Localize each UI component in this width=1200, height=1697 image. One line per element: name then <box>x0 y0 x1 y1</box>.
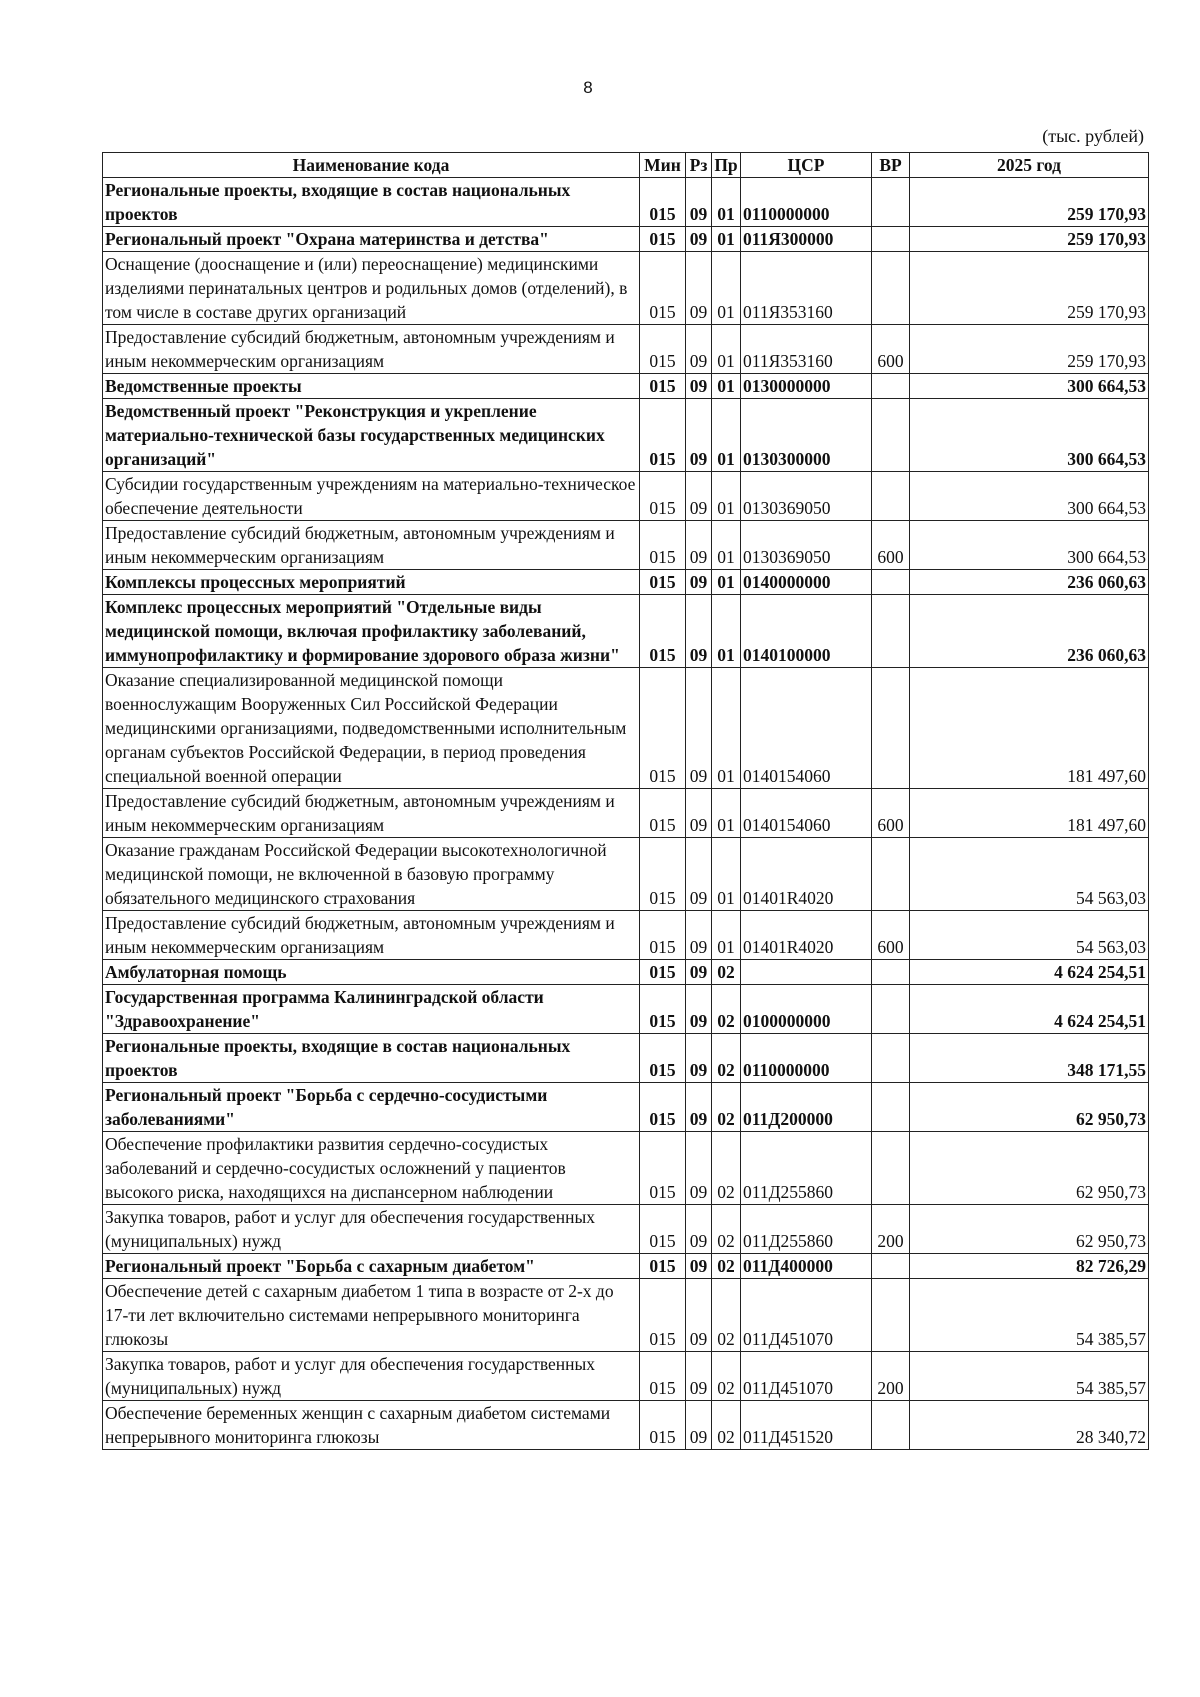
cell-csr: 011Я300000 <box>741 227 872 252</box>
cell-csr: 0130369050 <box>741 521 872 570</box>
cell-pr: 01 <box>712 374 741 399</box>
cell-name: Оказание гражданам Российской Федерации высокотехнологичной медицинской помощи, не включенной в базовую программу обязательного медицинского страхования <box>103 838 640 911</box>
cell-pr: 01 <box>712 252 741 325</box>
cell-vr <box>872 399 910 472</box>
cell-name: Комплекс процессных мероприятий "Отдельные виды медицинской помощи, включая профилактику заболеваний, иммунопрофилактику и формирование здорового образа жизни" <box>103 595 640 668</box>
cell-name: Предоставление субсидий бюджетным, автономным учреждениям и иным некоммерческим организациям <box>103 911 640 960</box>
cell-pr: 01 <box>712 178 741 227</box>
cell-pr: 02 <box>712 985 741 1034</box>
cell-pr: 02 <box>712 1352 741 1401</box>
cell-rz: 09 <box>686 838 712 911</box>
cell-min: 015 <box>640 838 686 911</box>
cell-csr: 01401R4020 <box>741 838 872 911</box>
cell-amount: 259 170,93 <box>910 325 1149 374</box>
table-row <box>103 668 1149 789</box>
cell-vr: 200 <box>872 1205 910 1254</box>
cell-min: 015 <box>640 1352 686 1401</box>
cell-csr: 0130000000 <box>741 374 872 399</box>
cell-vr: 600 <box>872 789 910 838</box>
cell-amount: 181 497,60 <box>910 789 1149 838</box>
cell-rz: 09 <box>686 1132 712 1205</box>
table-row <box>103 595 1149 668</box>
cell-min: 015 <box>640 1205 686 1254</box>
cell-min: 015 <box>640 1132 686 1205</box>
cell-pr: 02 <box>712 1034 741 1083</box>
cell-name: Оснащение (дооснащение и (или) переоснащение) медицинскими изделиями перинатальных центров и родильных домов (отделений), в том числе в составе других организаций <box>103 252 640 325</box>
cell-vr <box>872 570 910 595</box>
table-row <box>103 985 1149 1034</box>
cell-name: Предоставление субсидий бюджетным, автономным учреждениям и иным некоммерческим организациям <box>103 789 640 838</box>
cell-vr <box>872 595 910 668</box>
cell-csr: 011Я353160 <box>741 252 872 325</box>
cell-min: 015 <box>640 374 686 399</box>
cell-name: Обеспечение беременных женщин с сахарным диабетом системами непрерывного мониторинга глюкозы <box>103 1401 640 1450</box>
header-name: Наименование кода <box>103 153 640 178</box>
cell-csr: 011Д255860 <box>741 1132 872 1205</box>
cell-vr <box>872 252 910 325</box>
cell-pr: 02 <box>712 1254 741 1279</box>
cell-csr: 0140000000 <box>741 570 872 595</box>
cell-rz: 09 <box>686 178 712 227</box>
cell-amount: 54 563,03 <box>910 911 1149 960</box>
cell-name: Предоставление субсидий бюджетным, автономным учреждениям и иным некоммерческим организациям <box>103 521 640 570</box>
table-row <box>103 1132 1149 1205</box>
cell-rz: 09 <box>686 521 712 570</box>
cell-vr <box>872 1034 910 1083</box>
cell-name: Оказание специализированной медицинской помощи военнослужащим Вооруженных Сил Российской Федерации медицинскими организациями, подведомственными исполнительным органам субъектов Российской Федерации, в период проведения специальной военной операции <box>103 668 640 789</box>
cell-rz: 09 <box>686 1352 712 1401</box>
table-row <box>103 227 1149 252</box>
cell-amount: 259 170,93 <box>910 178 1149 227</box>
cell-amount: 62 950,73 <box>910 1132 1149 1205</box>
cell-rz: 09 <box>686 252 712 325</box>
cell-pr: 02 <box>712 960 741 985</box>
cell-amount: 300 664,53 <box>910 521 1149 570</box>
cell-csr: 011Д451520 <box>741 1401 872 1450</box>
cell-pr: 01 <box>712 227 741 252</box>
cell-name: Комплексы процессных мероприятий <box>103 570 640 595</box>
table-row <box>103 570 1149 595</box>
cell-vr <box>872 838 910 911</box>
cell-pr: 02 <box>712 1132 741 1205</box>
cell-rz: 09 <box>686 960 712 985</box>
cell-vr <box>872 985 910 1034</box>
page-number: 8 <box>583 78 593 97</box>
cell-rz: 09 <box>686 1034 712 1083</box>
cell-amount: 259 170,93 <box>910 227 1149 252</box>
cell-vr: 600 <box>872 521 910 570</box>
cell-amount: 181 497,60 <box>910 668 1149 789</box>
cell-min: 015 <box>640 1083 686 1132</box>
cell-csr: 0130369050 <box>741 472 872 521</box>
cell-pr: 02 <box>712 1205 741 1254</box>
cell-amount: 82 726,29 <box>910 1254 1149 1279</box>
cell-pr: 01 <box>712 789 741 838</box>
table-row <box>103 1401 1149 1450</box>
cell-vr: 600 <box>872 325 910 374</box>
cell-csr: 0110000000 <box>741 178 872 227</box>
table-row <box>103 911 1149 960</box>
cell-rz: 09 <box>686 789 712 838</box>
table-header-row <box>103 153 1149 178</box>
cell-pr: 01 <box>712 911 741 960</box>
cell-name: Ведомственный проект "Реконструкция и укрепление материально-технической базы государственных медицинских организаций" <box>103 399 640 472</box>
cell-csr: 0140100000 <box>741 595 872 668</box>
cell-min: 015 <box>640 911 686 960</box>
cell-pr: 02 <box>712 1083 741 1132</box>
cell-rz: 09 <box>686 227 712 252</box>
cell-csr: 0110000000 <box>741 1034 872 1083</box>
cell-vr <box>872 227 910 252</box>
cell-vr <box>872 1254 910 1279</box>
cell-rz: 09 <box>686 472 712 521</box>
cell-name: Региональные проекты, входящие в состав национальных проектов <box>103 178 640 227</box>
cell-amount: 28 340,72 <box>910 1401 1149 1450</box>
budget-table <box>102 152 1149 1450</box>
units-label: (тыс. рублей) <box>1042 126 1144 146</box>
cell-pr: 01 <box>712 570 741 595</box>
cell-min: 015 <box>640 595 686 668</box>
cell-pr: 01 <box>712 521 741 570</box>
cell-rz: 09 <box>686 911 712 960</box>
cell-pr: 01 <box>712 668 741 789</box>
cell-name: Амбулаторная помощь <box>103 960 640 985</box>
cell-vr <box>872 1132 910 1205</box>
cell-min: 015 <box>640 325 686 374</box>
cell-csr: 011Д400000 <box>741 1254 872 1279</box>
cell-csr: 011Д200000 <box>741 1083 872 1132</box>
cell-name: Региональный проект "Охрана материнства и детства" <box>103 227 640 252</box>
cell-min: 015 <box>640 399 686 472</box>
cell-name: Обеспечение детей с сахарным диабетом 1 типа в возрасте от 2-х до 17-ти лет включительно системами непрерывного мониторинга глюкозы <box>103 1279 640 1352</box>
cell-min: 015 <box>640 570 686 595</box>
header-csr: ЦСР <box>741 153 872 178</box>
cell-amount: 300 664,53 <box>910 472 1149 521</box>
cell-rz: 09 <box>686 1401 712 1450</box>
cell-csr <box>741 960 872 985</box>
cell-csr: 011Д255860 <box>741 1205 872 1254</box>
cell-amount: 259 170,93 <box>910 252 1149 325</box>
cell-rz: 09 <box>686 985 712 1034</box>
cell-rz: 09 <box>686 570 712 595</box>
cell-vr <box>872 1401 910 1450</box>
cell-vr <box>872 960 910 985</box>
cell-min: 015 <box>640 227 686 252</box>
cell-min: 015 <box>640 985 686 1034</box>
cell-amount: 236 060,63 <box>910 595 1149 668</box>
cell-rz: 09 <box>686 374 712 399</box>
cell-name: Региональный проект "Борьба с сердечно-сосудистыми заболеваниями" <box>103 1083 640 1132</box>
cell-pr: 01 <box>712 838 741 911</box>
cell-pr: 01 <box>712 595 741 668</box>
table-row <box>103 399 1149 472</box>
cell-min: 015 <box>640 472 686 521</box>
table-row <box>103 1352 1149 1401</box>
table-row <box>103 838 1149 911</box>
cell-pr: 02 <box>712 1279 741 1352</box>
header-rz: Рз <box>686 153 712 178</box>
table-row <box>103 325 1149 374</box>
cell-vr <box>872 1279 910 1352</box>
header-min: Мин <box>640 153 686 178</box>
cell-csr: 0140154060 <box>741 789 872 838</box>
cell-amount: 4 624 254,51 <box>910 960 1149 985</box>
cell-name: Ведомственные проекты <box>103 374 640 399</box>
cell-min: 015 <box>640 668 686 789</box>
cell-min: 015 <box>640 521 686 570</box>
cell-amount: 236 060,63 <box>910 570 1149 595</box>
cell-vr <box>872 178 910 227</box>
cell-vr: 600 <box>872 911 910 960</box>
table-row <box>103 1254 1149 1279</box>
table-row <box>103 472 1149 521</box>
table-row <box>103 178 1149 227</box>
header-year: 2025 год <box>910 153 1149 178</box>
cell-vr <box>872 472 910 521</box>
cell-name: Региональные проекты, входящие в состав национальных проектов <box>103 1034 640 1083</box>
cell-rz: 09 <box>686 595 712 668</box>
cell-vr: 200 <box>872 1352 910 1401</box>
cell-name: Субсидии государственным учреждениям на материально-техническое обеспечение деятельности <box>103 472 640 521</box>
cell-name: Государственная программа Калининградской области "Здравоохранение" <box>103 985 640 1034</box>
cell-rz: 09 <box>686 1254 712 1279</box>
table-row <box>103 252 1149 325</box>
cell-min: 015 <box>640 1034 686 1083</box>
table-row <box>103 521 1149 570</box>
table-row <box>103 374 1149 399</box>
cell-amount: 54 563,03 <box>910 838 1149 911</box>
table-row <box>103 960 1149 985</box>
cell-rz: 09 <box>686 325 712 374</box>
cell-min: 015 <box>640 1401 686 1450</box>
cell-csr: 01401R4020 <box>741 911 872 960</box>
cell-rz: 09 <box>686 399 712 472</box>
cell-amount: 54 385,57 <box>910 1352 1149 1401</box>
cell-csr: 0100000000 <box>741 985 872 1034</box>
cell-pr: 01 <box>712 472 741 521</box>
cell-csr: 011Д451070 <box>741 1352 872 1401</box>
cell-name: Региональный проект "Борьба с сахарным диабетом" <box>103 1254 640 1279</box>
cell-name: Обеспечение профилактики развития сердечно-сосудистых заболеваний и сердечно-сосудистых осложнений у пациентов высокого риска, находящихся на диспансерном наблюдении <box>103 1132 640 1205</box>
table-row <box>103 1279 1149 1352</box>
header-vr: ВР <box>872 153 910 178</box>
cell-rz: 09 <box>686 668 712 789</box>
table-body <box>103 178 1149 1450</box>
table-row <box>103 1205 1149 1254</box>
cell-min: 015 <box>640 789 686 838</box>
cell-amount: 62 950,73 <box>910 1083 1149 1132</box>
cell-rz: 09 <box>686 1205 712 1254</box>
table-row <box>103 789 1149 838</box>
cell-vr <box>872 374 910 399</box>
cell-amount: 300 664,53 <box>910 399 1149 472</box>
cell-min: 015 <box>640 252 686 325</box>
cell-csr: 011Я353160 <box>741 325 872 374</box>
cell-csr: 011Д451070 <box>741 1279 872 1352</box>
cell-min: 015 <box>640 1254 686 1279</box>
cell-amount: 62 950,73 <box>910 1205 1149 1254</box>
cell-amount: 300 664,53 <box>910 374 1149 399</box>
table-row <box>103 1083 1149 1132</box>
table-row <box>103 1034 1149 1083</box>
cell-pr: 01 <box>712 399 741 472</box>
cell-rz: 09 <box>686 1279 712 1352</box>
cell-name: Предоставление субсидий бюджетным, автономным учреждениям и иным некоммерческим организациям <box>103 325 640 374</box>
cell-vr <box>872 668 910 789</box>
cell-csr: 0130300000 <box>741 399 872 472</box>
cell-min: 015 <box>640 178 686 227</box>
cell-rz: 09 <box>686 1083 712 1132</box>
cell-name: Закупка товаров, работ и услуг для обеспечения государственных (муниципальных) нужд <box>103 1205 640 1254</box>
cell-amount: 4 624 254,51 <box>910 985 1149 1034</box>
cell-pr: 02 <box>712 1401 741 1450</box>
cell-vr <box>872 1083 910 1132</box>
cell-name: Закупка товаров, работ и услуг для обеспечения государственных (муниципальных) нужд <box>103 1352 640 1401</box>
cell-amount: 348 171,55 <box>910 1034 1149 1083</box>
header-pr: Пр <box>712 153 741 178</box>
cell-pr: 01 <box>712 325 741 374</box>
cell-min: 015 <box>640 1279 686 1352</box>
cell-csr: 0140154060 <box>741 668 872 789</box>
cell-amount: 54 385,57 <box>910 1279 1149 1352</box>
cell-min: 015 <box>640 960 686 985</box>
